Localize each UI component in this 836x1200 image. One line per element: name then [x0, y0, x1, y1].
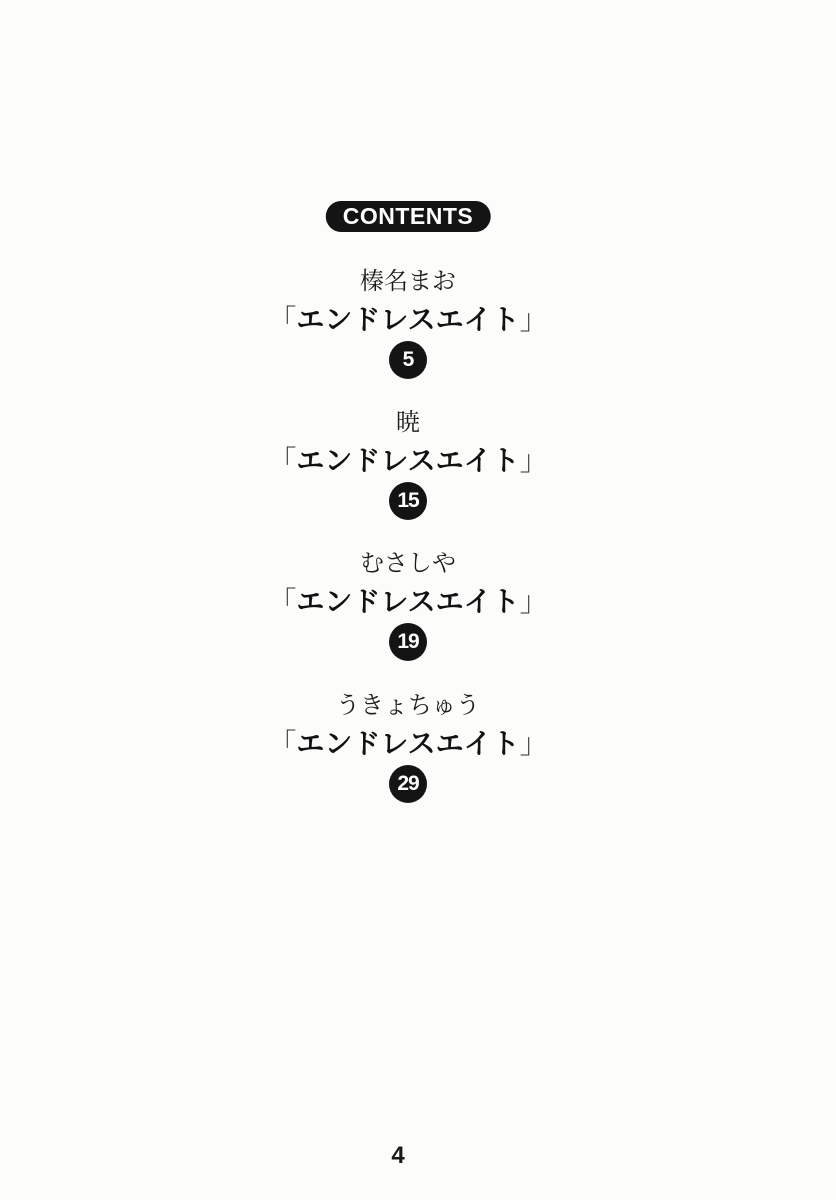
contents-badge-label: CONTENTS [342, 203, 474, 229]
title-open-bracket: 「 [268, 586, 297, 617]
toc-entry [0, 550, 826, 661]
toc-entry-author: 榛名まお [360, 268, 456, 295]
toc-entry [0, 409, 826, 520]
toc-entry-title [0, 584, 826, 620]
toc-entry-author: むさしや [360, 550, 456, 577]
title-text: エンドレスエイト [296, 586, 520, 617]
page-number-circle-badge [389, 765, 427, 803]
title-open-bracket: 「 [268, 304, 297, 335]
title-close-bracket: 」 [519, 728, 548, 759]
title-text: エンドレスエイト [296, 304, 520, 335]
title-text: エンドレスエイト [296, 728, 520, 759]
page-number-circle-badge [389, 482, 427, 520]
title-close-bracket: 」 [519, 445, 548, 476]
toc-entry-title [0, 726, 826, 762]
page-number-circle-badge [389, 341, 427, 379]
page-number-circle-label: 5 [402, 348, 414, 371]
toc-entry-title [0, 443, 826, 479]
folio-page-number: 4 [391, 1142, 405, 1169]
title-open-bracket: 「 [268, 728, 297, 759]
title-close-bracket: 」 [519, 304, 548, 335]
toc-entry-author: 暁 [396, 409, 420, 436]
page-number-circle-label: 15 [397, 489, 419, 512]
toc-entry-title [0, 302, 826, 338]
toc-entry [0, 268, 826, 379]
page-number-circle-label: 19 [397, 630, 419, 653]
contents-badge [326, 201, 491, 232]
page-number-circle-badge [389, 623, 427, 661]
toc-entry-author: うきょちゅう [336, 692, 480, 719]
title-close-bracket: 」 [519, 586, 548, 617]
title-text: エンドレスエイト [296, 445, 520, 476]
toc-entry [0, 692, 826, 803]
title-open-bracket: 「 [268, 445, 297, 476]
page-number-circle-label: 29 [397, 772, 419, 795]
